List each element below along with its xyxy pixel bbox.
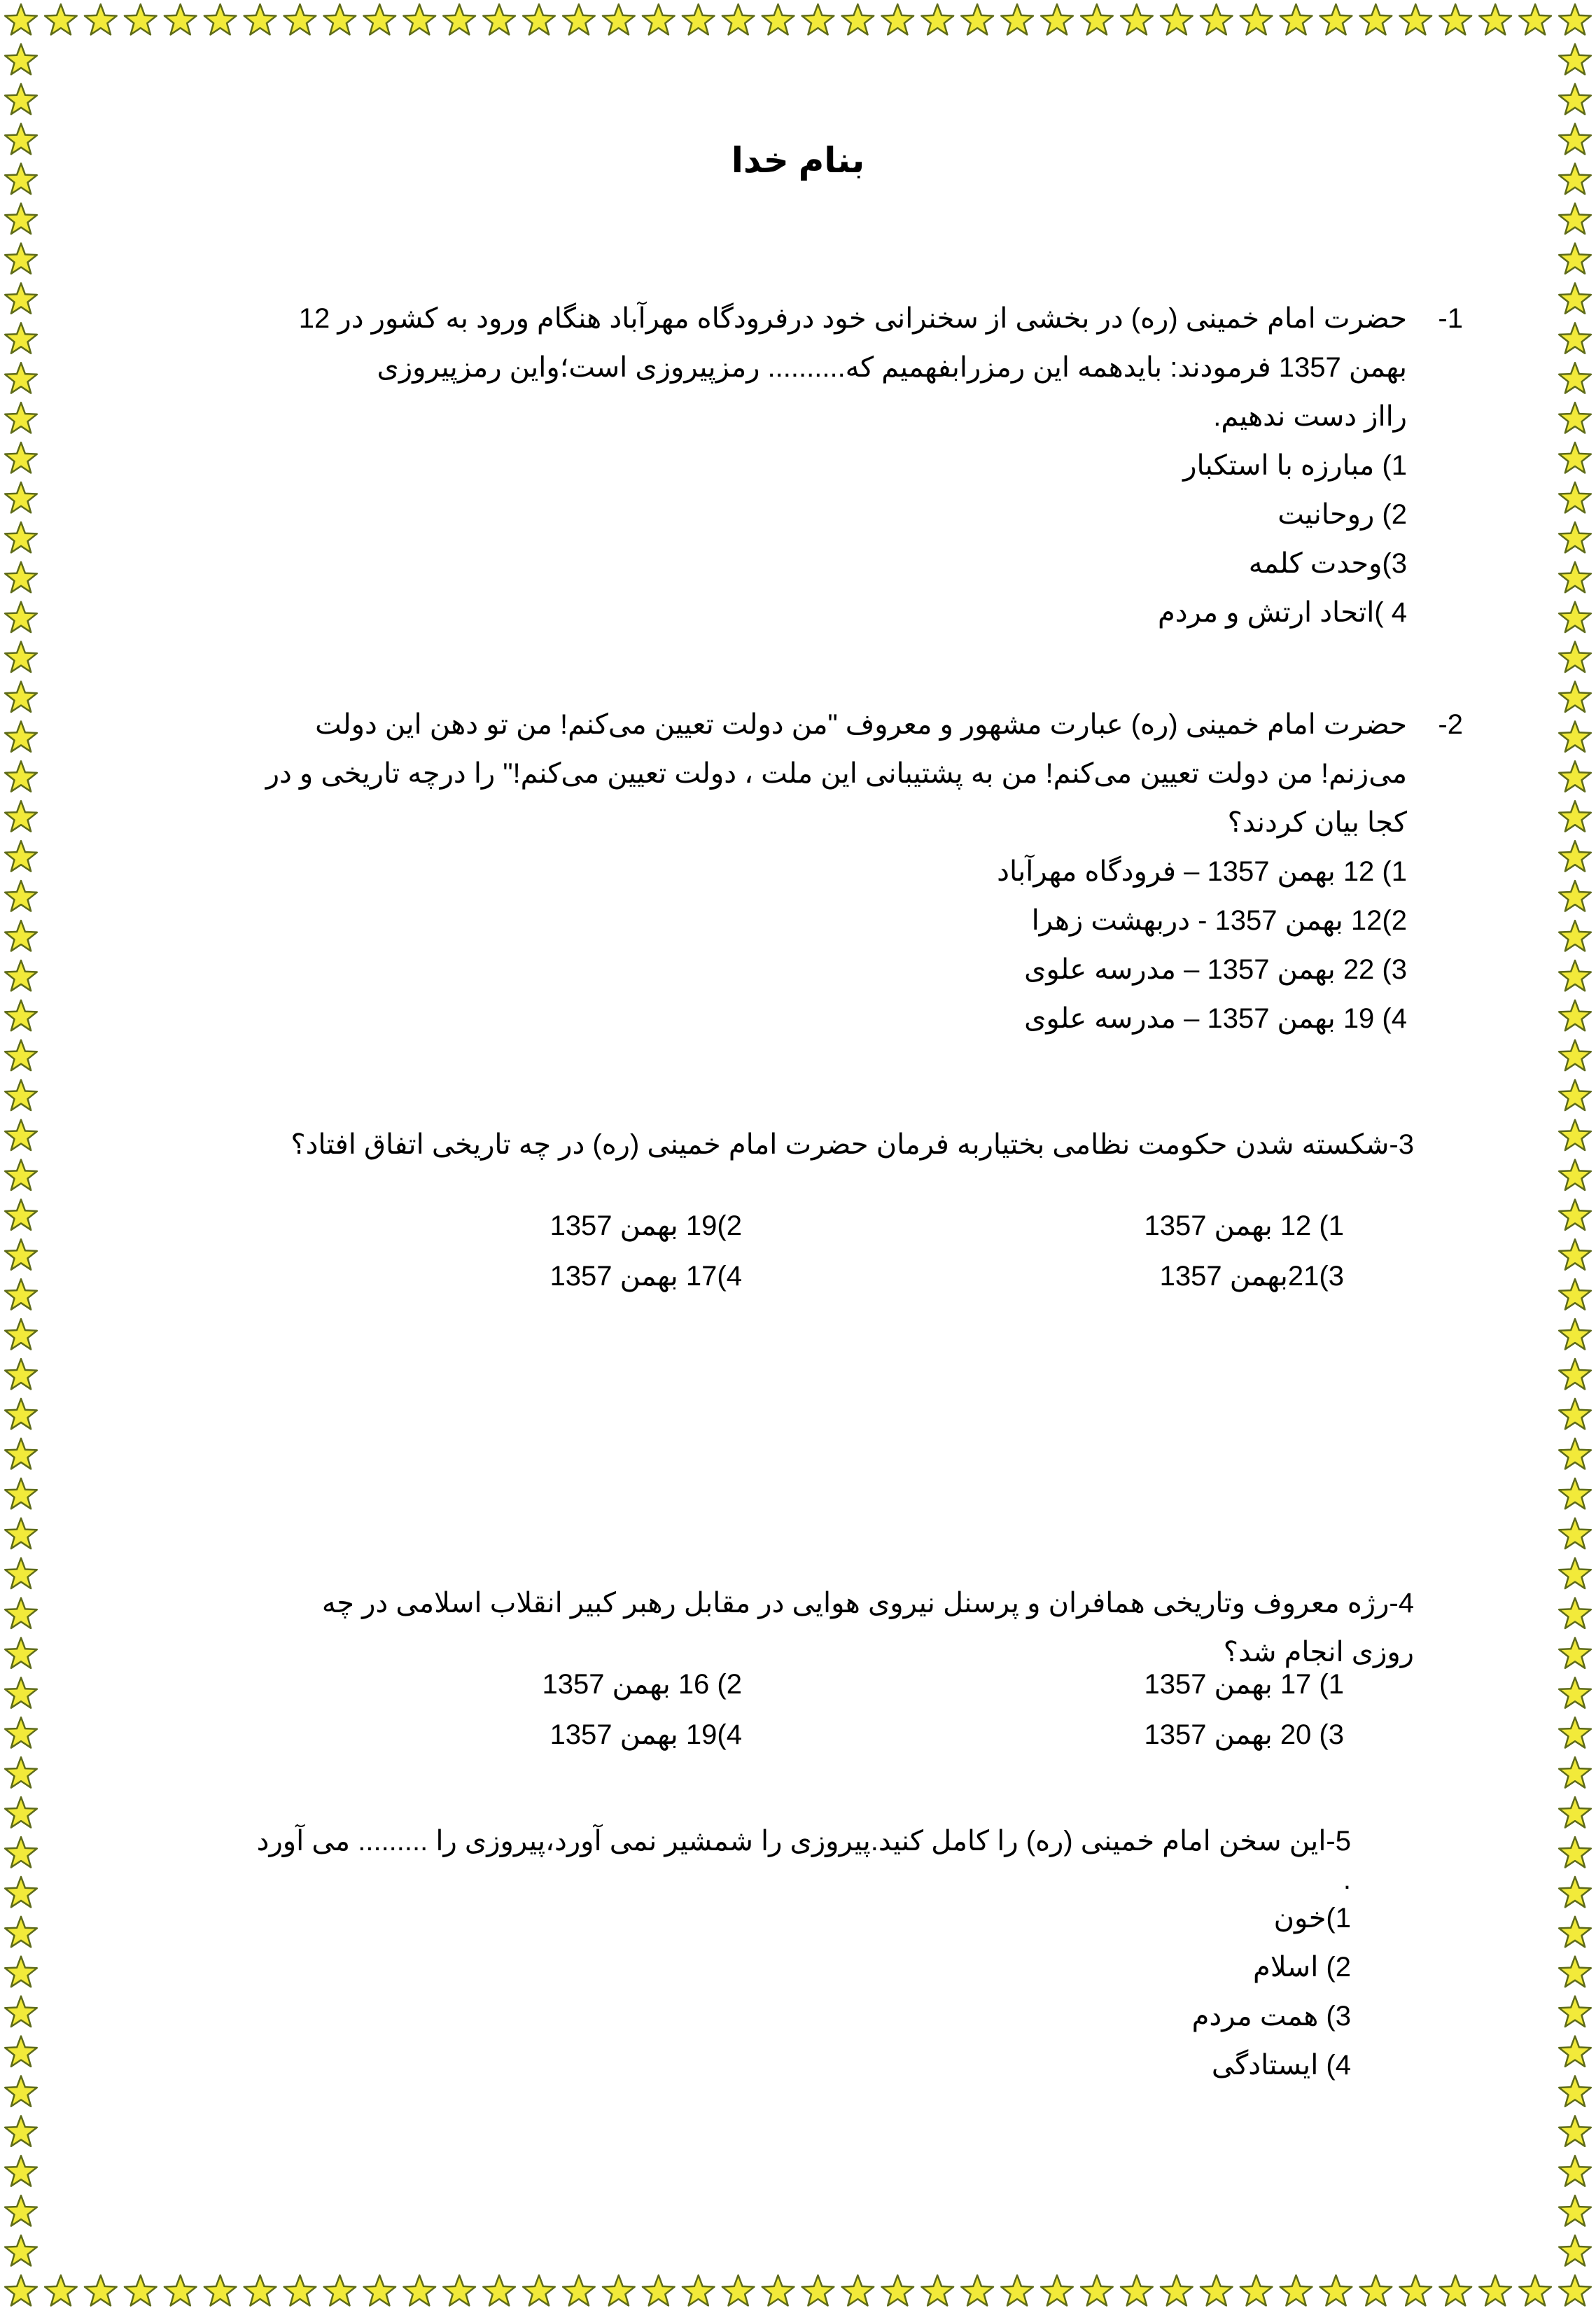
star-icon [1121, 4, 1153, 34]
star-icon [1559, 2155, 1591, 2186]
star-icon [1559, 1957, 1591, 1987]
star-icon [1559, 1160, 1591, 1190]
star-icon [45, 2275, 77, 2305]
star-icon [1559, 921, 1591, 951]
star-icon [1001, 4, 1033, 34]
star-icon [5, 761, 37, 791]
star-icon [1559, 2195, 1591, 2225]
star-icon [5, 1279, 37, 1309]
star-icon [483, 4, 515, 34]
star-icon [1559, 1120, 1591, 1151]
star-icon [5, 960, 37, 991]
star-icon [5, 1120, 37, 1151]
star-icon [921, 2275, 953, 2305]
question-4-option-4: 4)19 بهمن 1357 [550, 1719, 742, 1750]
question-5-line-2: . [1343, 1864, 1351, 1895]
star-icon [563, 4, 595, 34]
star-icon [1559, 442, 1591, 473]
page-title: بنام خدا [731, 141, 865, 180]
star-icon [5, 602, 37, 632]
star-icon [5, 164, 37, 195]
star-icon [5, 1518, 37, 1549]
star-icon [1041, 4, 1073, 34]
star-icon [1400, 2275, 1432, 2305]
star-icon [961, 4, 993, 34]
star-icon [1559, 602, 1591, 632]
star-icon [1559, 960, 1591, 991]
star-icon [762, 2275, 794, 2305]
star-icon [5, 1558, 37, 1588]
star-icon [5, 363, 37, 393]
star-icon [1559, 1040, 1591, 1070]
star-icon [523, 2275, 555, 2305]
star-icon [882, 2275, 914, 2305]
star-icon [1559, 642, 1591, 672]
star-icon [1320, 4, 1352, 34]
star-icon [722, 4, 755, 34]
star-icon [1559, 1518, 1591, 1549]
star-icon [244, 2275, 276, 2305]
star-icon [1479, 2275, 1511, 2305]
star-icon [5, 204, 37, 234]
star-icon [403, 4, 435, 34]
star-icon [1479, 4, 1511, 34]
star-icon [1559, 1359, 1591, 1389]
star-icon [164, 2275, 197, 2305]
question-2-option-4: 4) 19 بهمن 1357 – مدرسه علوی [1024, 1003, 1407, 1034]
question-4-option-3: 3) 20 بهمن 1357 [1144, 1719, 1344, 1750]
star-icon [1559, 124, 1591, 155]
star-icon [1559, 1797, 1591, 1827]
star-icon [5, 642, 37, 672]
star-icon [1559, 403, 1591, 433]
star-icon [921, 4, 953, 34]
star-icon [1559, 761, 1591, 791]
star-icon [1559, 1717, 1591, 1747]
star-icon [284, 4, 316, 34]
star-icon [5, 1957, 37, 1987]
star-icon [403, 2275, 435, 2305]
question-5-option-2: 2) اسلام [1253, 1952, 1351, 1983]
star-icon [682, 4, 715, 34]
star-icon [443, 2275, 475, 2305]
star-icon [164, 4, 197, 34]
star-icon [1320, 2275, 1352, 2305]
star-icon [1559, 1000, 1591, 1030]
star-icon [1559, 1279, 1591, 1309]
star-icon [1559, 1558, 1591, 1588]
star-icon [1559, 1917, 1591, 1947]
question-1-option-3: 3)وحدت کلمه [1248, 548, 1407, 579]
question-4-line-2: روزی انجام شد؟ [1223, 1637, 1414, 1668]
star-icon [1559, 363, 1591, 393]
question-2-number: 2- [1438, 709, 1463, 740]
star-icon [842, 2275, 874, 2305]
star-icon [5, 682, 37, 712]
star-icon [1081, 2275, 1113, 2305]
star-icon [1559, 323, 1591, 353]
star-icon [1559, 1080, 1591, 1110]
star-icon [1400, 4, 1432, 34]
star-icon [5, 1797, 37, 1827]
star-icon [5, 1439, 37, 1469]
star-icon [1161, 4, 1193, 34]
star-icon [1360, 4, 1392, 34]
star-icon [443, 4, 475, 34]
question-1-option-2: 2) روحانیت [1278, 499, 1407, 530]
star-icon [125, 2275, 157, 2305]
star-icon [5, 323, 37, 353]
star-icon [5, 1359, 37, 1389]
star-icon [5, 1717, 37, 1747]
star-icon [1559, 522, 1591, 552]
star-icon [5, 1837, 37, 1867]
star-icon [1559, 1877, 1591, 1907]
star-icon [1559, 2235, 1591, 2265]
question-2-option-3: 3) 22 بهمن 1357 – مدرسه علوی [1024, 954, 1407, 985]
star-icon [5, 403, 37, 433]
star-icon [5, 1997, 37, 2027]
star-icon [1559, 682, 1591, 712]
star-icon [5, 1677, 37, 1707]
star-icon [5, 1757, 37, 1788]
star-icon [1041, 2275, 1073, 2305]
star-icon [364, 4, 396, 34]
star-icon [5, 522, 37, 552]
star-icon [1559, 1997, 1591, 2027]
star-icon [643, 2275, 675, 2305]
question-3 [133, 1120, 1414, 1169]
star-icon [5, 244, 37, 274]
star-icon [5, 44, 37, 74]
star-icon [5, 1598, 37, 1628]
star-icon [1439, 2275, 1471, 2305]
star-icon [5, 2235, 37, 2265]
star-icon [523, 4, 555, 34]
question-5-line-1: 5-این سخن امام خمینی (ره) را کامل کنید.پیروزی را شمشیر نمی آورد،پیروزی را ......... می آورد [256, 1826, 1351, 1857]
star-icon [5, 283, 37, 313]
star-icon [1559, 562, 1591, 592]
star-icon [1280, 4, 1312, 34]
star-icon [5, 2275, 37, 2305]
star-icon [5, 442, 37, 473]
star-icon [1559, 1757, 1591, 1788]
question-4-line-1: 4-رژه معروف وتاریخی همافران و پرسنل نیروی هوایی در مقابل رهبر کبیر انقلاب اسلامی در چه [321, 1588, 1414, 1619]
star-icon [5, 1199, 37, 1229]
star-icon [802, 2275, 834, 2305]
star-icon [1559, 1319, 1591, 1349]
question-3-option-4: 4)17 بهمن 1357 [550, 1261, 742, 1292]
star-icon [5, 1080, 37, 1110]
star-icon [1559, 1598, 1591, 1628]
document-page [105, 112, 1491, 2212]
star-icon [1200, 2275, 1233, 2305]
star-icon [204, 2275, 237, 2305]
star-icon [1200, 4, 1233, 34]
star-icon [244, 4, 276, 34]
star-icon [1559, 244, 1591, 274]
star-icon [1559, 721, 1591, 751]
star-icon [1559, 84, 1591, 114]
star-icon [1559, 164, 1591, 195]
star-icon [1559, 1677, 1591, 1707]
star-icon [324, 2275, 356, 2305]
star-icon [1519, 4, 1551, 34]
question-5-option-1: 1)خون [1273, 1903, 1351, 1934]
star-icon [1559, 2275, 1591, 2305]
star-icon [762, 4, 794, 34]
star-icon [5, 2155, 37, 2186]
star-icon [5, 801, 37, 832]
question-1-option-1: 1) مبارزه با استکبار [1183, 450, 1407, 481]
star-icon [284, 2275, 316, 2305]
star-icon [45, 4, 77, 34]
question-2-line-3: کجا بیان کردند؟ [1227, 807, 1407, 838]
star-icon [1559, 2036, 1591, 2067]
star-icon [5, 2076, 37, 2106]
star-icon [5, 1637, 37, 1668]
star-icon [85, 4, 117, 34]
star-icon [563, 2275, 595, 2305]
star-icon [1280, 2275, 1312, 2305]
question-3-line-1: 3-شکسته شدن حکومت نظامی بختیاربه فرمان حضرت امام خمینی (ره) در چه تاریخی اتفاق افتاد؟ [290, 1129, 1414, 1160]
star-icon [1559, 801, 1591, 832]
question-1-option-4: 4 )اتحاد ارتش و مردم [1157, 597, 1407, 628]
star-icon [603, 2275, 635, 2305]
question-2-line-2: می‌زنم! من دولت تعیین می‌کنم! من به پشتیبانی این ملت ، دولت تعیین می‌کنم!" را درچه تاریخی و در [265, 758, 1407, 789]
star-icon [5, 921, 37, 951]
star-icon [5, 2036, 37, 2067]
star-icon [1559, 881, 1591, 911]
star-icon [1559, 1837, 1591, 1867]
question-4-option-1: 1) 17 بهمن 1357 [1144, 1669, 1344, 1700]
star-icon [1559, 1637, 1591, 1668]
star-icon [5, 1917, 37, 1947]
star-icon [1559, 841, 1591, 871]
question-1-number: 1- [1438, 303, 1463, 334]
question-5-option-4: 4) ایستادگی [1211, 2050, 1351, 2081]
star-icon [5, 562, 37, 592]
star-icon [682, 2275, 715, 2305]
star-icon [5, 84, 37, 114]
star-icon [842, 4, 874, 34]
star-icon [1559, 2116, 1591, 2146]
star-icon [722, 2275, 755, 2305]
star-icon [1519, 2275, 1551, 2305]
star-icon [1559, 1199, 1591, 1229]
question-3-option-1: 1) 12 بهمن 1357 [1144, 1210, 1344, 1241]
star-icon [1559, 1439, 1591, 1469]
star-icon [5, 1000, 37, 1030]
star-icon [1121, 2275, 1153, 2305]
question-1-line-3: رااز دست ندهیم. [1213, 401, 1407, 432]
question-4-options [133, 1659, 1414, 1764]
star-icon [1559, 482, 1591, 513]
star-icon [125, 4, 157, 34]
star-icon [1559, 4, 1591, 34]
star-icon [5, 124, 37, 155]
star-icon [643, 4, 675, 34]
star-icon [324, 4, 356, 34]
star-icon [85, 2275, 117, 2305]
star-icon [5, 1479, 37, 1509]
star-icon [5, 1040, 37, 1070]
star-icon [1559, 1399, 1591, 1429]
star-icon [1439, 4, 1471, 34]
star-icon [5, 1877, 37, 1907]
star-icon [204, 4, 237, 34]
star-icon [364, 2275, 396, 2305]
star-icon [1559, 283, 1591, 313]
star-icon [1240, 4, 1273, 34]
question-5 [133, 1817, 1351, 2090]
star-icon [1360, 2275, 1392, 2305]
star-icon [603, 4, 635, 34]
star-icon [5, 841, 37, 871]
question-3-option-3: 3)21بهمن 1357 [1159, 1261, 1344, 1292]
question-1-line-2: بهمن 1357 فرمودند: بایدهمه این رمزرابفهمیم که.......... رمزپیروزی است؛واین رمزپیروزی [377, 352, 1407, 383]
question-3-option-2: 2)19 بهمن 1357 [550, 1210, 742, 1241]
star-icon [483, 2275, 515, 2305]
star-icon [5, 2195, 37, 2225]
star-icon [5, 4, 37, 34]
star-icon [1559, 1479, 1591, 1509]
star-icon [5, 1160, 37, 1190]
star-icon [1559, 1239, 1591, 1269]
question-2-line-1: حضرت امام خمینی (ره) عبارت مشهور و معروف "من دولت تعیین می‌کنم! من تو دهن این دولت [315, 709, 1407, 740]
star-icon [802, 4, 834, 34]
star-icon [882, 4, 914, 34]
star-icon [1559, 44, 1591, 74]
star-icon [5, 1239, 37, 1269]
question-4-option-2: 2) 16 بهمن 1357 [542, 1669, 742, 1700]
question-1-line-1: حضرت امام خمینی (ره) در بخشی از سخنرانی خود درفرودگاه مهرآباد هنگام ورود به کشور در 12 [298, 303, 1407, 334]
star-icon [1240, 2275, 1273, 2305]
star-icon [5, 2116, 37, 2146]
question-5-option-3: 3) همت مردم [1191, 2001, 1351, 2032]
question-3-options [133, 1201, 1414, 1306]
star-icon [5, 1319, 37, 1349]
star-icon [1559, 2076, 1591, 2106]
star-icon [5, 881, 37, 911]
star-icon [961, 2275, 993, 2305]
star-icon [1161, 2275, 1193, 2305]
star-icon [5, 1399, 37, 1429]
question-2-option-1: 1) 12 بهمن 1357 – فرودگاه مهرآباد [997, 856, 1407, 887]
question-2-option-2: 2)12 بهمن 1357 - دربهشت زهرا [1031, 905, 1407, 936]
star-icon [1001, 2275, 1033, 2305]
star-icon [5, 482, 37, 513]
star-icon [1559, 204, 1591, 234]
star-icon [1081, 4, 1113, 34]
star-icon [5, 721, 37, 751]
